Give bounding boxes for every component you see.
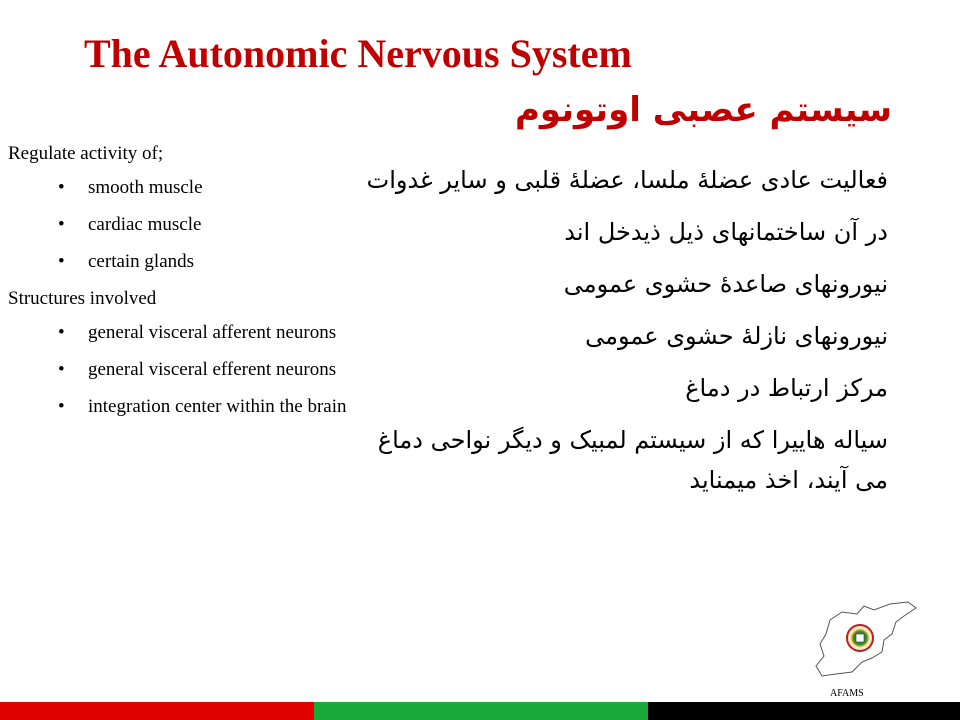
- slide-title-persian: سیستم عصبی اوتونوم: [514, 90, 892, 130]
- flag-stripe-black: [648, 702, 960, 720]
- persian-paragraph: سیاله هاییرا که از سیستم لمبیک و دیگر نواحی دماغ می آیند، اخذ میمناید: [377, 426, 888, 494]
- flag-stripe-red: [0, 702, 314, 720]
- bullet-icon: •: [58, 396, 65, 417]
- list-item: • certain glands: [58, 251, 195, 272]
- afghanistan-map-logo-icon: [812, 600, 922, 684]
- persian-content: [348, 160, 888, 512]
- bullet-icon: •: [58, 359, 65, 380]
- bullet-icon: •: [58, 214, 65, 235]
- english-content: [8, 142, 368, 432]
- bullet-icon: •: [58, 251, 65, 272]
- section-heading-regulate: Regulate activity of;: [8, 143, 164, 164]
- persian-paragraph: نیورونهای صاعدهٔ حشوی عمومی: [563, 270, 888, 298]
- flag-stripe-green: [314, 702, 648, 720]
- bullet-icon: •: [58, 322, 65, 343]
- persian-paragraph: نیورونهای نازلهٔ حشوی عمومی: [585, 322, 888, 350]
- list-item: • general visceral afferent neurons: [58, 322, 337, 343]
- list-item: • smooth muscle: [58, 177, 203, 198]
- persian-paragraph: مرکز ارتباط در دماغ: [685, 374, 888, 402]
- structures-list: [8, 321, 368, 419]
- list-item: • general visceral efferent neurons: [58, 359, 337, 380]
- persian-paragraph: فعالیت عادی عضلهٔ ملسا، عضلهٔ قلبی و سایر غدوات: [366, 166, 888, 194]
- regulate-list: [8, 176, 368, 274]
- section-heading-structures: Structures involved: [8, 288, 157, 309]
- flag-color-bar: [0, 702, 960, 720]
- slide-title: The Autonomic Nervous System: [84, 31, 632, 76]
- logo-caption: AFAMS: [830, 688, 864, 699]
- persian-paragraph: در آن ساختمانهای ذیل ذیدخل اند: [564, 218, 888, 246]
- list-item: • integration center within the brain: [58, 396, 347, 417]
- list-item: • cardiac muscle: [58, 214, 202, 235]
- bullet-icon: •: [58, 177, 65, 198]
